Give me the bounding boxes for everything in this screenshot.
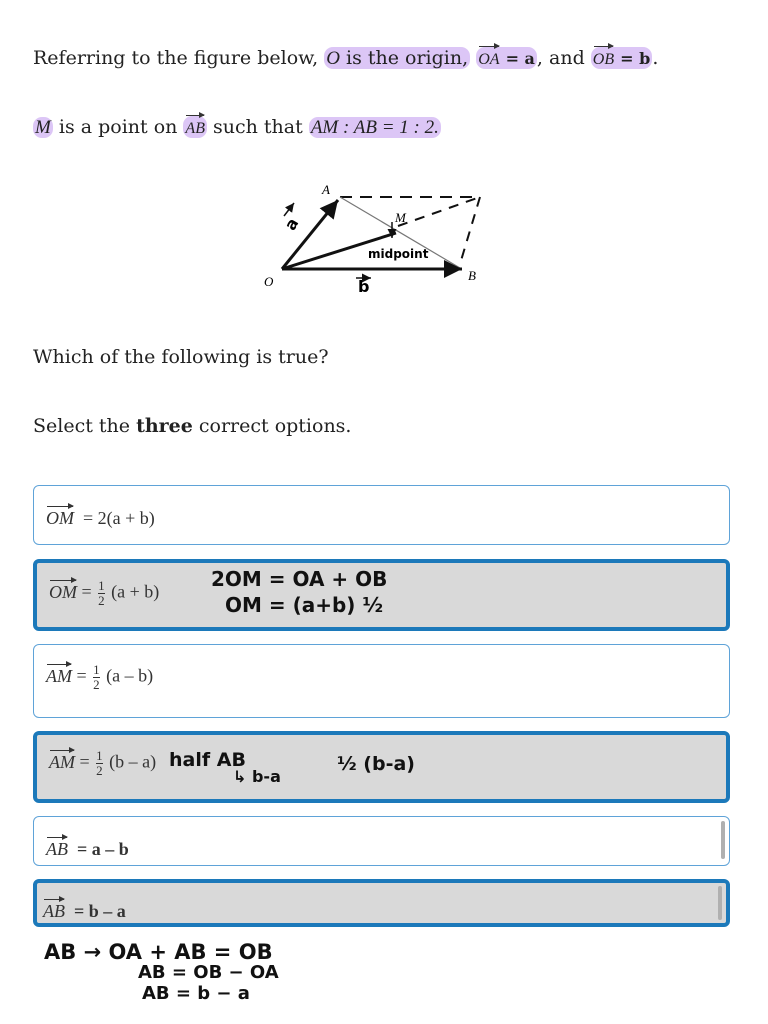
select-bold: three xyxy=(136,415,193,437)
highlight-ob xyxy=(591,47,653,69)
highlight-origin xyxy=(324,47,470,69)
select-end: correct options. xyxy=(198,415,352,437)
option-3-eq: = xyxy=(76,665,87,686)
point-on-text: is a point on xyxy=(58,116,178,138)
option-6-vector: AB xyxy=(43,901,65,921)
question-text: Referring to the figure below, xyxy=(33,47,319,69)
dashed-right-edge xyxy=(460,197,480,264)
option-2-den: 2 xyxy=(98,593,105,608)
option-1-vector: OM xyxy=(46,508,74,528)
option-3-den: 2 xyxy=(93,677,100,692)
ratio-text: AM : AB = 1 : 2. xyxy=(310,117,439,138)
option-2-eq: = xyxy=(81,581,92,602)
option-6[interactable] xyxy=(33,879,730,927)
question-line-2 xyxy=(33,115,441,141)
option-2-math xyxy=(49,579,159,608)
option-3-tail: (a – b) xyxy=(106,665,154,686)
label-b: B xyxy=(468,268,476,283)
option-2-fraction xyxy=(98,579,105,608)
and-text: , and xyxy=(536,47,585,69)
label-m: M xyxy=(395,210,406,225)
option-1[interactable] xyxy=(33,485,730,545)
oa-eq: = a xyxy=(505,49,535,68)
annotation-opt2-line1: 2OM = OA + OB xyxy=(211,567,388,591)
option-5[interactable] xyxy=(33,816,730,866)
origin-text: is the origin, xyxy=(346,47,469,69)
vector-diagram xyxy=(250,178,500,303)
option-4-fraction xyxy=(96,749,103,778)
option-3-vector: AM xyxy=(46,665,72,686)
annotation-opt4-half: half AB xyxy=(169,749,246,771)
option-6-rest: = b – a xyxy=(74,901,126,921)
option-1-rest: = 2(a + b) xyxy=(83,508,155,528)
option-2-vector: OM xyxy=(49,581,77,602)
o-label: O xyxy=(326,48,340,69)
option-4-vector: AM xyxy=(49,751,75,772)
annotation-opt4-arrow: ↳ b-a xyxy=(233,767,281,786)
hand-a-arrow xyxy=(284,203,294,216)
option-2[interactable] xyxy=(33,559,730,631)
ab-vector: AB xyxy=(185,117,205,141)
option-4-math xyxy=(49,749,156,778)
option-6-math xyxy=(43,901,126,922)
select-instruction xyxy=(33,414,351,438)
label-o: O xyxy=(264,274,274,289)
hand-label-b: b xyxy=(358,277,370,296)
option-4-num: 1 xyxy=(96,748,103,763)
option-5-math xyxy=(46,839,129,860)
option-5-rest: = a – b xyxy=(77,839,129,859)
option-3-fraction xyxy=(93,663,100,692)
period: . xyxy=(652,47,659,69)
annotation-bottom-line2: AB = OB − OA xyxy=(138,962,279,983)
label-a: A xyxy=(322,182,330,197)
option-4-tail: (b – a) xyxy=(109,751,157,772)
option-3-math xyxy=(46,663,153,692)
option-5-scrollbar[interactable] xyxy=(721,821,725,859)
highlight-ab xyxy=(183,116,207,138)
annotation-bottom-line1: AB → OA + AB = OB xyxy=(44,940,273,964)
hand-label-a: a xyxy=(280,214,303,234)
option-5-vector: AB xyxy=(46,839,68,859)
option-4-den: 2 xyxy=(96,763,103,778)
dashed-diagonal xyxy=(398,197,480,226)
annotation-opt2-line2: OM = (a+b) ½ xyxy=(225,593,384,617)
option-3[interactable] xyxy=(33,644,730,718)
hand-midpoint-label: midpoint xyxy=(368,247,429,261)
option-3-num: 1 xyxy=(93,662,100,677)
option-2-num: 1 xyxy=(98,578,105,593)
annotation-bottom-line3: AB = b − a xyxy=(142,983,250,1004)
annotation-opt4-fraction: ½ (b-a) xyxy=(337,753,415,775)
select-start: Select the xyxy=(33,415,131,437)
option-6-scrollbar[interactable] xyxy=(718,886,722,920)
option-1-math xyxy=(46,508,155,529)
such-that-text: such that xyxy=(213,116,303,138)
option-4[interactable] xyxy=(33,731,730,803)
ob-eq: = b xyxy=(620,49,651,68)
m-label: M xyxy=(35,117,51,138)
oa-vector: OA xyxy=(478,48,499,72)
option-4-eq: = xyxy=(79,751,90,772)
question-line-1 xyxy=(33,46,658,72)
which-text: Which of the following is true? xyxy=(33,346,329,368)
highlight-oa xyxy=(476,47,537,69)
option-2-tail: (a + b) xyxy=(111,581,160,602)
ob-vector: OB xyxy=(593,48,614,72)
